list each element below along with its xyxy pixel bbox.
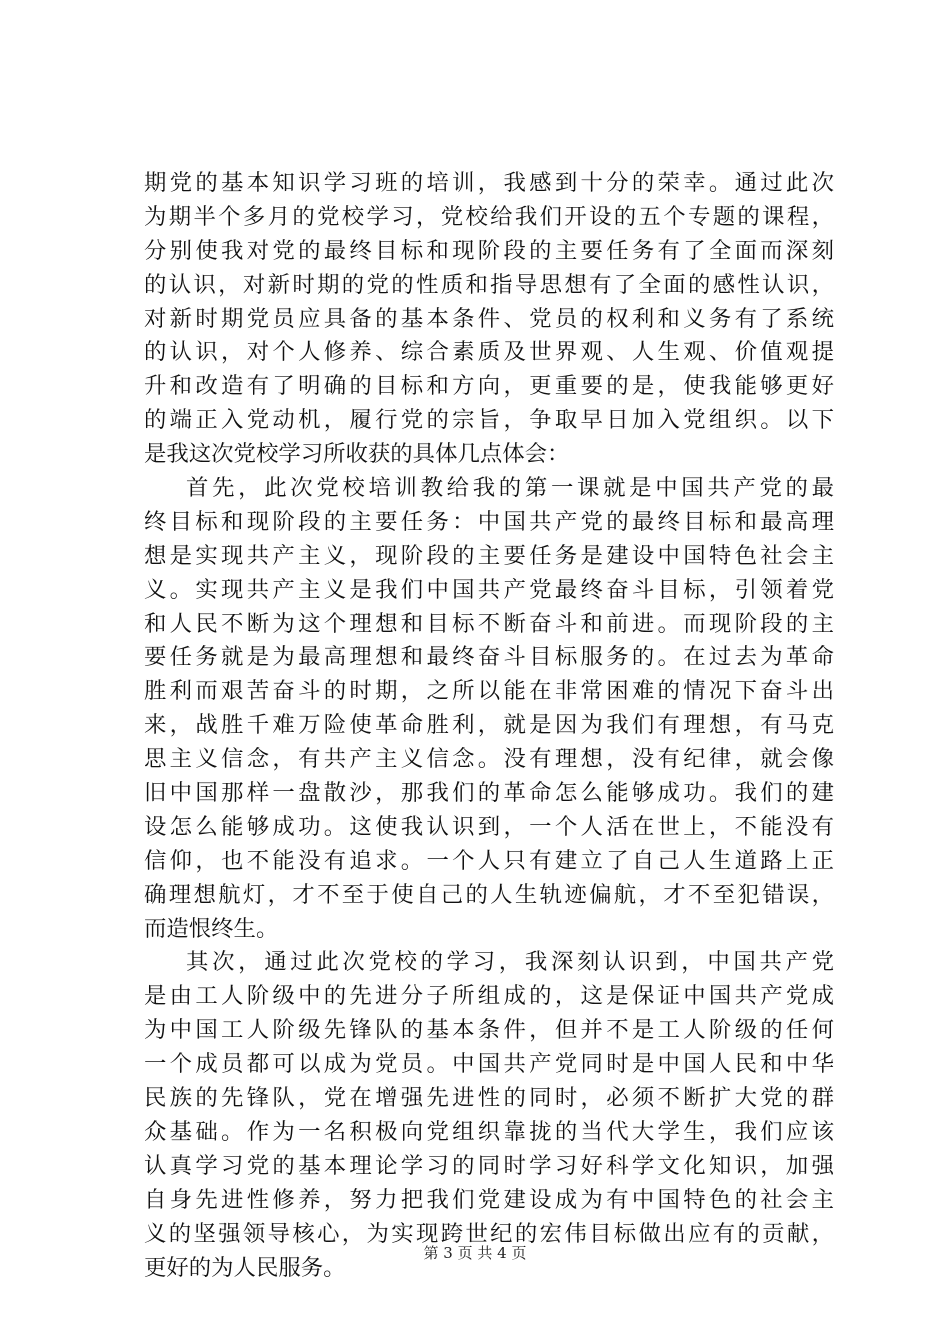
text-line: 要任务就是为最高理想和最终奋斗目标服务的。在过去为革命 [144, 644, 834, 671]
text-line: 来，战胜千难万险使革命胜利，就是因为我们有理想，有马克 [144, 712, 834, 739]
text-line: 为中国工人阶级先锋队的基本条件，但并不是工人阶级的任何 [144, 1017, 834, 1044]
text-line: 更好的为人民服务。 [144, 1254, 346, 1281]
text-line: 期党的基本知识学习班的培训，我感到十分的荣幸。通过此次 [144, 170, 834, 196]
text-line: 的认识，对个人修养、综合素质及世界观、人生观、价值观提 [144, 339, 834, 366]
text-line: 为期半个多月的党校学习，党校给我们开设的五个专题的课程， [144, 203, 834, 230]
text-line: 义。实现共产主义是我们中国共产党最终奋斗目标，引领着党 [144, 576, 834, 603]
page-number-footer: 第 3 页 共 4 页 [423, 1244, 527, 1262]
text-line: 确理想航灯，才不至于使自己的人生轨迹偏航，才不至犯错误， [144, 881, 834, 908]
text-line: 义的坚强领导核心，为实现跨世纪的宏伟目标做出应有的贡献， [144, 1220, 834, 1247]
text-line: 胜利而艰苦奋斗的时期，之所以能在非常困难的情况下奋斗出 [144, 678, 834, 705]
text-line: 是由工人阶级中的先进分子所组成的，这是保证中国共产党成 [144, 983, 834, 1010]
text-line: 众基础。作为一名积极向党组织靠拢的当代大学生，我们应该 [144, 1118, 834, 1145]
text-line: 终目标和现阶段的主要任务：中国共产党的最终目标和最高理 [144, 508, 834, 535]
text-line: 对新时期党员应具备的基本条件、党员的权利和义务有了系统 [144, 305, 834, 332]
text-line: 思主义信念，有共产主义信念。没有理想，没有纪律，就会像 [144, 746, 834, 773]
text-line: 的认识，对新时期的党的性质和指导思想有了全面的感性认识， [144, 271, 834, 298]
text-line: 认真学习党的基本理论学习的同时学习好科学文化知识，加强 [144, 1152, 834, 1179]
text-line: 和人民不断为这个理想和目标不断奋斗和前进。而现阶段的主 [144, 610, 834, 637]
paragraph-first-line: 首先，此次党校培训教给我的第一课就是中国共产党的最 [186, 475, 834, 502]
text-line: 旧中国那样一盘散沙，那我们的革命怎么能够成功。我们的建 [144, 780, 834, 807]
text-line: 信仰，也不能没有追求。一个人只有建立了自己人生道路上正 [144, 847, 834, 874]
text-line: 的端正入党动机，履行党的宗旨，争取早日加入党组织。以下 [144, 407, 834, 434]
text-line: 分别使我对党的最终目标和现阶段的主要任务有了全面而深刻 [144, 237, 834, 264]
text-line: 是我这次党校学习所收获的具体几点体会： [144, 441, 570, 468]
body-text [144, 167, 834, 1285]
text-line: 想是实现共产主义，现阶段的主要任务是建设中国特色社会主 [144, 542, 834, 569]
text-line: 民族的先锋队，党在增强先进性的同时，必须不断扩大党的群 [144, 1085, 834, 1112]
text-line: 一个成员都可以成为党员。中国共产党同时是中国人民和中华 [144, 1051, 834, 1078]
text-line: 升和改造有了明确的目标和方向，更重要的是，使我能够更好 [144, 373, 834, 400]
text-line: 自身先进性修养，努力把我们党建设成为有中国特色的社会主 [144, 1186, 834, 1213]
paragraph-first-line: 其次，通过此次党校的学习，我深刻认识到，中国共产党 [186, 949, 834, 976]
text-line: 设怎么能够成功。这使我认识到，一个人活在世上，不能没有 [144, 813, 834, 840]
text-line: 而造恨终生。 [144, 915, 279, 942]
